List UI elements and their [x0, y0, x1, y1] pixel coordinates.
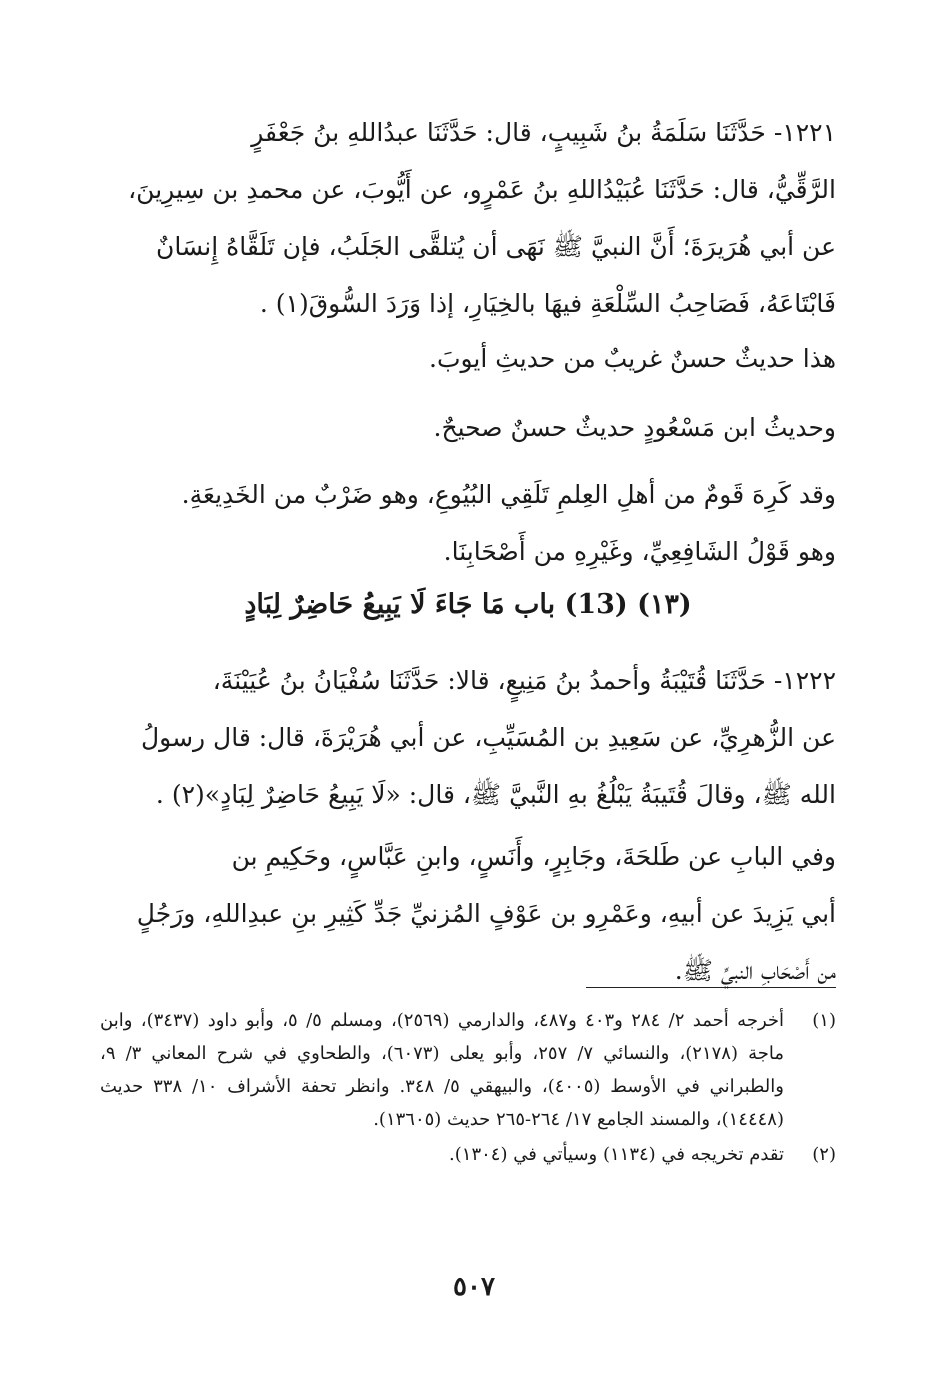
text-line: عن أبي هُرَيرَةَ؛ أَنَّ النبيَّ ﷺ نَهَى أن يُتلقَّى الجَلَبُ، فإن تَلَقَّاهُ إِنسَانٌ — [155, 232, 836, 261]
text-line: أبي يَزِيدَ عن أبيهِ، وعَمْرِو بن عَوْفٍ المُزنيِّ جَدِّ كَثِيرِ بنِ عبدِاللهِ، ورَجُلٍ — [136, 899, 836, 928]
footnote-2 — [100, 1138, 836, 1171]
chapter-heading: (١٣) (13) باب مَا جَاءَ لَا يَبِيعُ حَاضِرٌ لِبَادٍ — [244, 589, 692, 620]
text-line: وهو قَوْلُ الشَافِعِيِّ، وغَيْرِهِ من أَصْحَابِنَا. — [443, 537, 836, 566]
hadith-1221 — [100, 104, 836, 332]
text-line: وفي البابِ عن طَلحَةَ، وجَابِرٍ، وأَنَسٍ، وابنِ عَبَّاسٍ، وحَكِيمِ بن — [231, 842, 836, 871]
chapter-references — [100, 828, 836, 999]
hadith-1222 — [100, 652, 836, 823]
scholars-opinion — [100, 466, 836, 580]
footnote-number: (١) — [812, 1010, 836, 1031]
footnote-number: (٢) — [812, 1144, 836, 1165]
footnote-1 — [100, 1004, 836, 1136]
footnote-divider — [586, 987, 836, 988]
text-line: عن الزُّهرِيِّ، عن سَعِيدِ بن المُسَيِّبِ، عن أبي هُرَيْرَةَ، قال: قال رسولُ — [141, 723, 836, 752]
text-line: فَابْتَاعَهُ، فَصَاحِبُ السِّلْعَةِ فيهَا بالخِيَارِ، إذا وَرَدَ السُّوقَ(١) . — [259, 289, 836, 318]
text-line: الله ﷺ، وقالَ قُتَيبَةُ يَبْلُغُ بهِ النَّبيَّ ﷺ، قال: «لَا يَبِيعُ حَاضِرٌ لِبَادٍ»(٢) . — [155, 780, 836, 809]
hadith-grading — [100, 330, 836, 456]
text-line: ١٢٢١- حَدَّثَنَا سَلَمَةُ بنُ شَبِيبٍ، قال: حَدَّثَنَا عبدُاللهِ بنُ جَعْفَرٍ — [251, 118, 836, 147]
text-line: الرَّقِّيُّ، قال: حَدَّثَنَا عُبَيْدُاللهِ بنُ عَمْرٍو، عن أَيُّوبَ، عن محمدِ بن سِيرِينَ، — [128, 175, 836, 204]
grading-line: هذا حديثٌ حسنٌ غريبٌ من حديثِ أيوبَ. — [429, 344, 836, 373]
footnote-text: تقدم تخريجه في (١١٣٤) وسيأتي في (١٣٠٤). — [449, 1144, 784, 1165]
text-line: من أَصْحَابِ النبيِّ ﷺ. — [674, 956, 836, 985]
grading-line: وحديثُ ابن مَسْعُودٍ حديثٌ حسنٌ صحيحٌ. — [433, 413, 836, 442]
footnote-text: أخرجه أحمد ٢/ ٢٨٤ و٤٠٣ و٤٨٧، والدارمي (٢٥٦٩)، ومسلم ٥/ ٥، وأبو داود (٣٤٣٧)، وابن ماجة (٢١٧٨)، والنسائي ٧/ ٢٥٧، وأبو يعلى (٦٠٧٣)، والطحاوي في شرح المعاني ٣/ ٩، والطبراني في الأوسط (٤٠٠٥)، والبيهقي ٥/ ٣٤٨. وانظر تحفة الأشراف ١٠/ ٣٣٨ حديث (١٤٤٤٨)، والمسند الجامع ١٧/ ٢٦٤-٢٦٥ حديث (١٣٦٠٥). — [100, 1010, 785, 1130]
text-line: ١٢٢٢- حَدَّثَنَا قُتَيْبَةُ وأحمدُ بنُ مَنِيعٍ، قالا: حَدَّثَنَا سُفْيَانُ بنُ عُيَيْنَةَ، — [212, 666, 836, 695]
page-number: ٥٠٧ — [453, 1272, 495, 1302]
text-line: وقد كَرِهَ قَومٌ من أهلِ العِلمِ تَلَقِي البُيُوعِ، وهو ضَرْبٌ من الخَدِيعَةِ. — [181, 480, 836, 509]
footnotes — [100, 1004, 836, 1171]
